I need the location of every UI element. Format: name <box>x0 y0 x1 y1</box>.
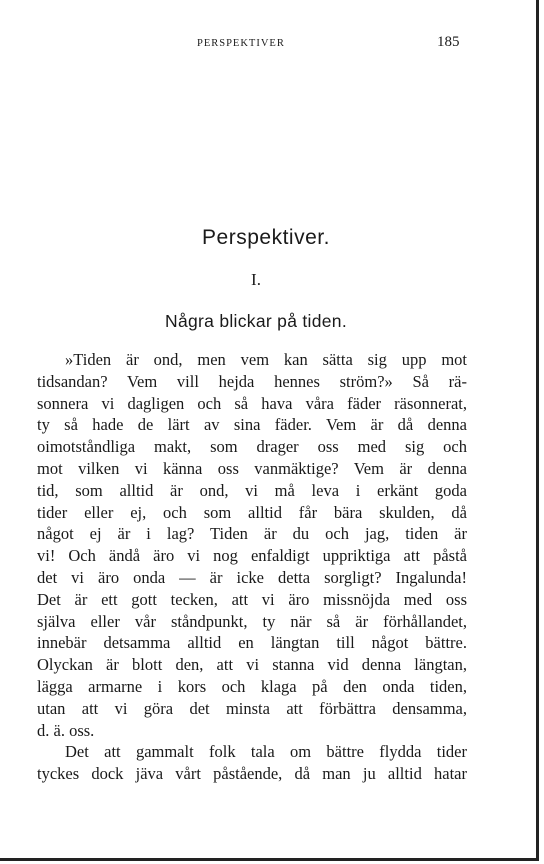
text-line: utan att vi göra det minsta att förbättra densamma, <box>37 698 467 718</box>
text-line: tidsandan? Vem vill hejda hennes ström?» Så rä- <box>37 371 467 391</box>
text-line: själva eller vår ståndpunkt, ty när så är förhållandet, <box>37 611 467 631</box>
text-line: vi! Och ändå äro vi nog enfaldigt uppriktiga att påstå <box>37 546 467 566</box>
text-line: det vi äro onda — är icke detta sorgligt? Ingalunda! <box>37 567 467 587</box>
text-line: tider eller ej, och som alltid får bära skulden, då <box>37 502 467 522</box>
body-text <box>37 349 467 785</box>
text-line: Olyckan är blott den, att vi stanna vid denna längtan, <box>37 655 467 675</box>
text-line: tyckes dock jäva vårt påstående, då man ju alltid hatar <box>37 764 467 784</box>
text-line: sonnera vi dagligen och så hava våra fäder räsonnerat, <box>37 393 467 413</box>
chapter-subtitle: Några blickar på tiden. <box>165 311 347 331</box>
text-line: »Tiden är ond, men vem kan sätta sig upp mot <box>65 350 467 369</box>
text-line: Det är ett gott tecken, att vi äro missnöjda med oss <box>37 589 467 609</box>
text-line: något ej är i lag? Tiden är du och jag, tiden är <box>37 524 467 544</box>
section-number: I. <box>251 270 261 289</box>
text-line: Det att gammalt folk tala om bättre flydda tider <box>65 742 467 762</box>
page-number: 185 <box>437 34 460 50</box>
text-line: ty så hade de lärt av sina fäder. Vem är då denna <box>37 415 467 435</box>
text-line: innebär detsamma alltid en längtan till något bättre. <box>37 633 467 653</box>
text-line: tid, som alltid är ond, vi må leva i erkänt goda <box>37 480 467 500</box>
running-head: PERSPEKTIVER <box>197 38 285 49</box>
text-line: d. ä. oss. <box>37 720 95 740</box>
text-line: lägga armarne i kors och klaga på den onda tiden, <box>37 676 467 696</box>
chapter-title: Perspektiver. <box>202 226 330 249</box>
text-line: oimotståndliga makt, som drager oss med sig och <box>37 437 467 457</box>
text-line: mot vilken vi känna oss vanmäktige? Vem är denna <box>37 458 467 478</box>
